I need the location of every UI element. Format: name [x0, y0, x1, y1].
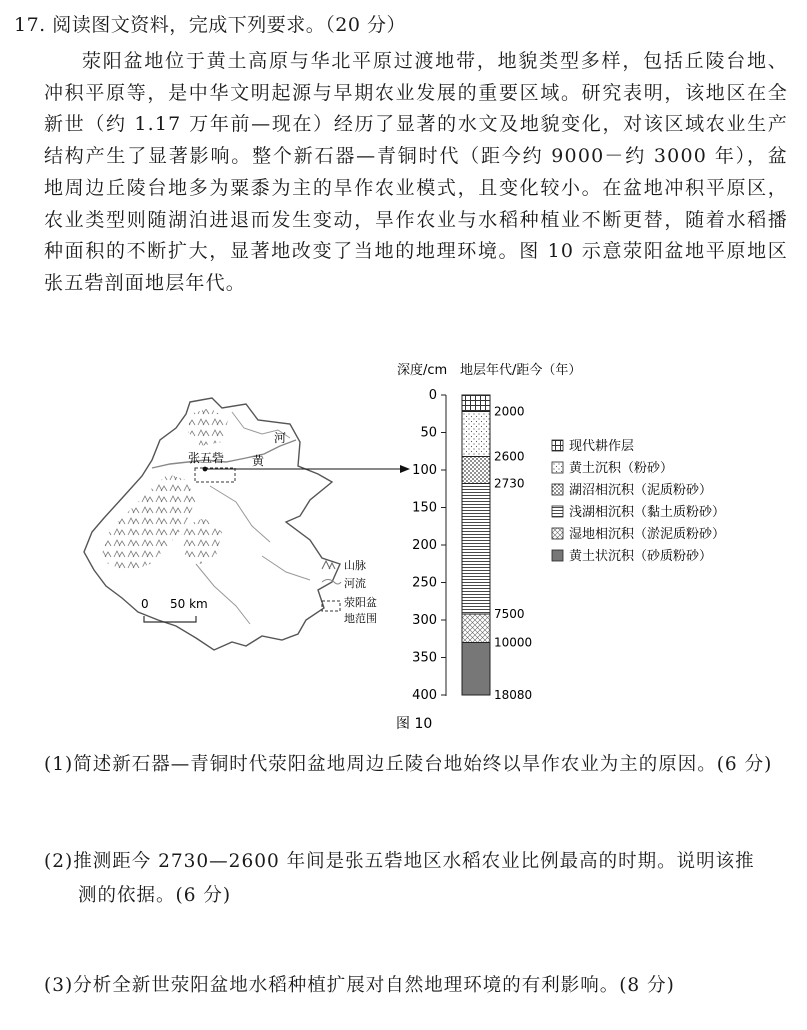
subquestion-2-line-1: (2)推测距今 2730—2600 年间是张五砦地区水稻农业比例最高的时期。说明该推 — [44, 851, 755, 872]
river-label-2: 黄 — [252, 454, 265, 468]
site-pointer-arrow — [400, 465, 410, 473]
depth-tick-label: 150 — [412, 500, 437, 516]
depth-tick-label: 100 — [412, 463, 437, 478]
age-labels — [494, 405, 532, 703]
depth-tick-label: 300 — [412, 613, 437, 628]
strata-chart — [397, 362, 725, 703]
figure-svg — [0, 350, 807, 740]
depth-tick-label: 250 — [412, 575, 437, 591]
strata-layer — [462, 457, 490, 484]
legend-swatch — [552, 462, 563, 473]
strata-layer — [462, 395, 490, 412]
legend-swatch — [552, 528, 563, 539]
legend-label: 现代耕作层 — [569, 439, 635, 454]
legend-mountain-label: 山脉 — [344, 559, 366, 572]
legend-swatch — [552, 440, 563, 451]
legend-swatch — [552, 506, 563, 517]
age-label: 2000 — [494, 404, 525, 419]
site-dot — [203, 467, 208, 472]
legend-river-label: 河流 — [344, 577, 366, 590]
age-label: 10000 — [494, 635, 533, 650]
river-label-1: 河 — [274, 431, 287, 445]
province-map — [84, 398, 410, 650]
legend-swatch — [552, 550, 563, 561]
question-paragraph: 荥阳盆地位于黄土高原与华北平原过渡地带，地貌类型多样，包括丘陵台地、冲积平原等，是中华文明起源与早期农业发展的重要区域。研究表明，该地区在全新世（约 1.17 万年前—现在）经历了显著的水文及地貌变化，对该区域农业生产结构产生了显著影响。整个新石器—青铜时代（距今约 9000－约 3000 年），盆地周边丘陵台地多为粟黍为主的旱作农业模式，且变化较小。在盆地冲积平原区，农业类型则随湖泊进退而发生变动，旱作农业与水稻种植业不断更替，随着水稻播种面积的不断扩大，显著地改变了当地的地理环境。图 10 示意荥阳盆地平原地区张五砦剖面地层年代。 — [44, 50, 788, 294]
age-label: 2600 — [494, 449, 525, 464]
column-title: 地层年代/距今（年） — [460, 363, 582, 378]
figure-caption: 图 10 — [396, 716, 433, 732]
question-title: 17. 阅读图文资料，完成下列要求。（20 分） — [14, 14, 406, 36]
depth-tick-label: 350 — [412, 650, 437, 666]
scale-zero: 0 — [141, 597, 149, 611]
depth-tick-label: 50 — [420, 425, 437, 441]
site-label: 张五砦 — [188, 451, 225, 465]
strata-layer — [462, 412, 490, 457]
subquestion-2-line-2: 测的依据。(6 分) — [78, 885, 232, 906]
depth-tick-label: 200 — [412, 538, 437, 553]
legend-basin-symbol — [322, 601, 340, 611]
depth-tick-label: 0 — [428, 388, 437, 403]
subquestion-2 — [44, 845, 796, 913]
legend-basin-label-1: 荥阳盆 — [344, 596, 377, 609]
scale-distance: 50 km — [170, 597, 208, 611]
legend-label: 湿地相沉积（淤泥质粉砂） — [569, 527, 726, 542]
strata-layers — [462, 395, 490, 695]
subquestion-1: (1)简述新石器—青铜时代荥阳盆地周边丘陵台地始终以旱作农业为主的原因。(6 分) — [44, 754, 773, 775]
figure-area — [0, 350, 807, 740]
legend-label: 湖沼相沉积（泥质粉砂） — [569, 483, 713, 498]
depth-axis-title: 深度/cm — [397, 363, 448, 378]
legend-label: 黄土沉积（粉砂） — [569, 461, 674, 476]
legend-label: 黄土状沉积（砂质粉砂） — [569, 549, 713, 564]
legend-label: 浅湖相沉积（黏土质粉砂） — [569, 505, 726, 520]
strata-layer — [462, 484, 490, 615]
depth-ticks — [412, 388, 446, 703]
layer-legend — [552, 438, 725, 564]
strata-layer — [462, 614, 490, 643]
depth-tick-label: 400 — [412, 688, 437, 703]
subquestion-3: (3)分析全新世荥阳盆地水稻种植扩展对自然地理环境的有利影响。(8 分) — [44, 975, 675, 996]
strata-layer — [462, 643, 490, 696]
age-label: 18080 — [494, 688, 533, 702]
legend-basin-label-2: 地范围 — [344, 612, 377, 625]
age-label: 7500 — [494, 607, 525, 621]
age-label: 2730 — [494, 476, 525, 491]
legend-swatch — [552, 484, 563, 495]
